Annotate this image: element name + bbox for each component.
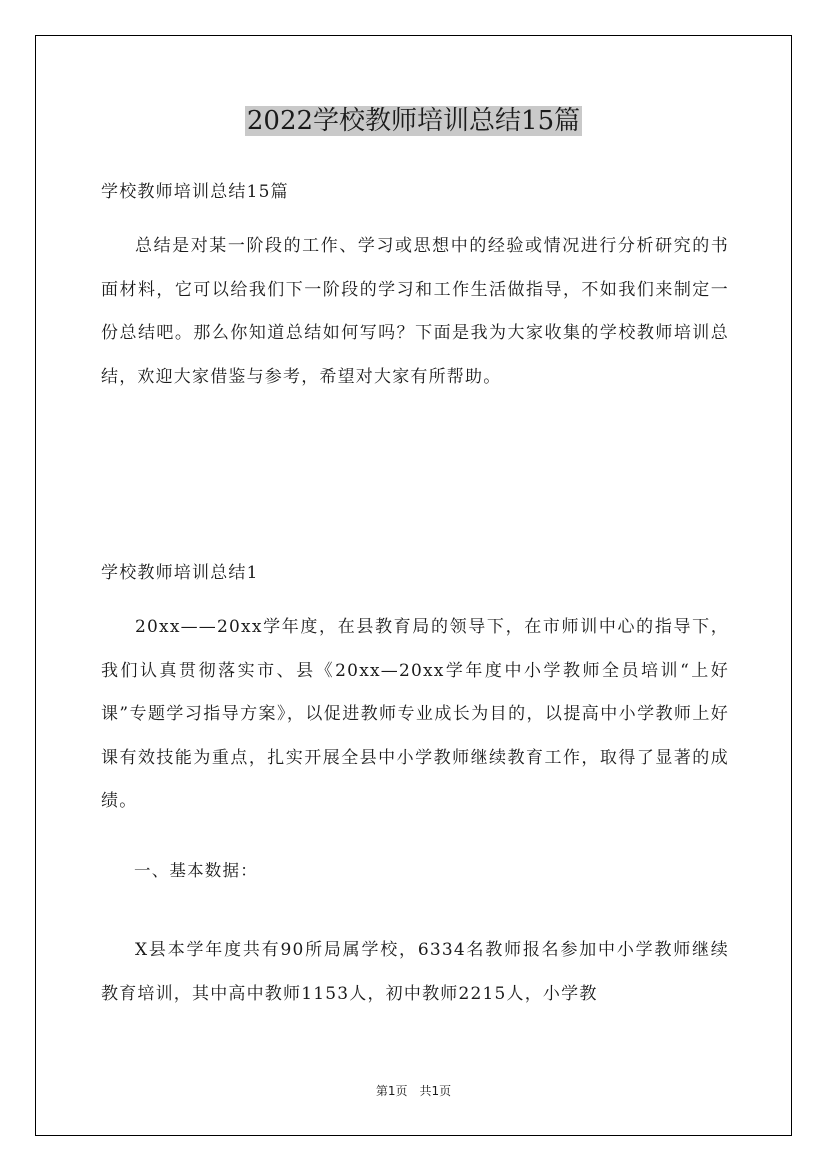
document-subtitle: 学校教师培训总结15篇 <box>101 182 289 202</box>
document-title <box>0 103 827 139</box>
section-paragraph: 20xx——20xx学年度，在县教育局的领导下，在市师训中心的指导下，我们认真贯彻落实市、县《20xx—20xx学年度中小学教师全员培训“上好课”专题学习指导方案》，以促进教师专业成长为目的，以提高中小学教师上好课有效技能为重点，扎实开展全县中小学教师继续教育工作，取得了显著的成绩。 <box>101 617 729 811</box>
section-paragraph-2: X县本学年度共有90所局属学校，6334名教师报名参加中小学教师继续教育培训，其中高中教师1153人，初中教师2215人，小学教 <box>101 940 729 1004</box>
intro-paragraph: 总结是对某一阶段的工作、学习或思想中的经验或情况进行分析研究的书面材料，它可以给我们下一阶段的学习和工作生活做指导，不如我们来制定一份总结吧。那么你知道总结如何写吗？下面是我为大家收集的学校教师培训总结，欢迎大家借鉴与参考，希望对大家有所帮助。 <box>101 236 729 387</box>
section-heading: 学校教师培训总结1 <box>101 563 259 583</box>
subsection-heading: 一、基本数据： <box>134 861 258 880</box>
page-footer: 第1页 共1页 <box>375 1084 452 1098</box>
document-title-text: 2022学校教师培训总结15篇 <box>246 106 581 136</box>
